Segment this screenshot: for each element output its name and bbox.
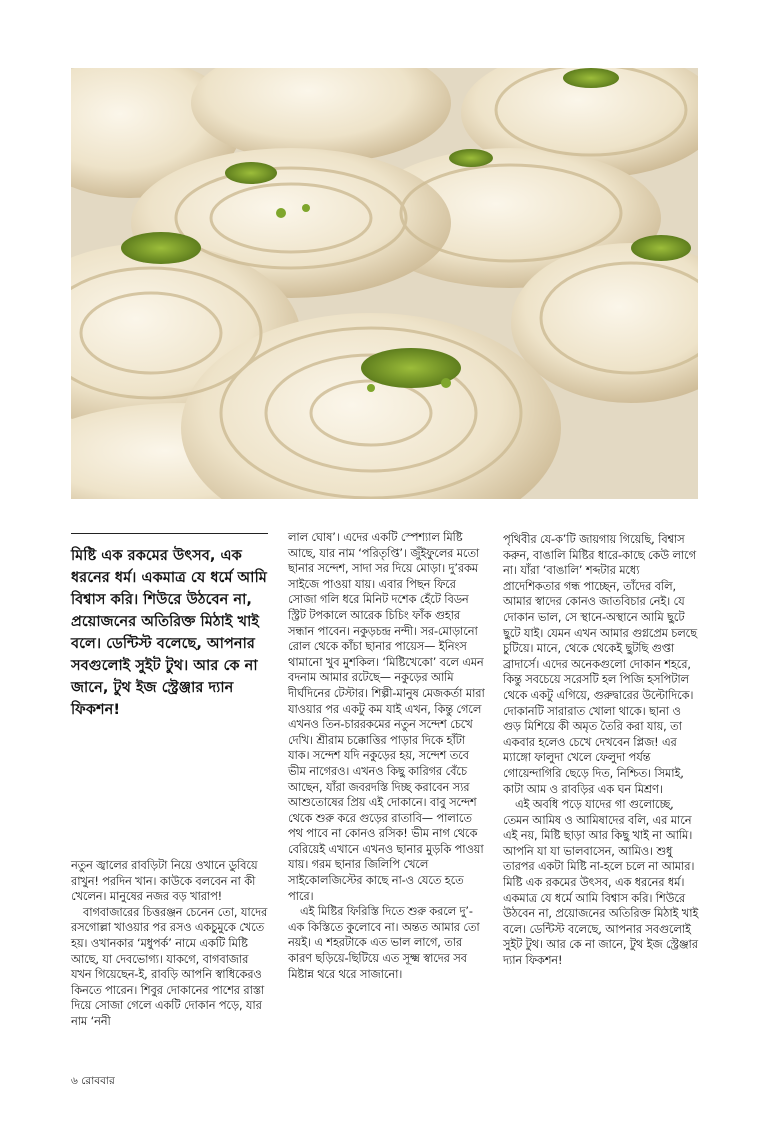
- article-column-1: [71, 858, 271, 1030]
- article-column-2: [288, 530, 486, 982]
- article-paragraph: পৃথিবীর যে-ক’টি জায়গায় গিয়েছি, বিশ্বাস করুন, বাঙালি মিষ্টির ধারে-কাছে কেউ লাগে না। যাঁরা ‘বাঙালি’ শব্দটার মধ্যে প্রাদেশিকতার গন্ধ পাচ্ছেন, তাঁদের বলি, আমার স্বাদের কোনও জাতবিচার নেই। যে দোকান ভাল, সে স্থানে-অস্থানে আমি ছুটে ছুটে যাই। যেমন এখন আমার গুগ্নপ্রেম চলছে চুটিয়ে। মানে, থেকে থেকেই ছুটছি গুপ্তা ব্রাদার্সে। এদের অনেকগুলো দোকান শহরে, কিন্তু সবচেয়ে সরেসটি হল পিজি হসপিটাল থেকে একটু এগিয়ে, গুরুদ্বারের উল্টোদিকে। দোকানটি সারারাত খোলা থাকে। ছানা ও গুড় মিশিয়ে কী অমৃত তৈরি করা যায়, তা একবার হলেও চেখে দেখবেন প্লিজ! এর ম্যাঙ্গো ফালুদা খেলে ফেলুদা পর্যন্ত গোয়েন্দাগিরি ছেড়ে দিত, নিশ্চিত। সিমাই, কাটা আম ও রাবড়ির এক ঘন মিশ্রণ।: [503, 533, 697, 796]
- sandesh-photo: [71, 68, 698, 499]
- article-paragraph: এই অবধি পড়ে যাদের গা গুলোচ্ছে, তেমন আমিষ ও আমিষাদের বলি, এর মানে এই নয়, মিষ্টি ছাড়া আর কিছু খাই না আমি। আপনি যা যা ভালবাসেন, আমিও। শুধু তারপর একটা মিষ্টি না-হলে চলে না আমার। মিষ্টি এক রকমের উৎসব, এক ধরনের ধর্ম। একমাত্র যে ধর্মে আমি বিশ্বাস করি। শিউরে উঠবেন না, প্রয়োজনের অতিরিক্ত মিঠাই খাই বলে। ডেন্টিস্ট বলেছে, আপনার সবগুলোই সুইট টুথ। আর কে না জানে, টুথ ইজ স্ট্রেঞ্জার দ্যান ফিকশন!: [503, 798, 699, 968]
- pull-quote: মিষ্টি এক রকমের উৎসব, এক ধরনের ধর্ম। একমাত্র যে ধর্মে আমি বিশ্বাস করি। শিউরে উঠবেন না, প্রয়োজনের অতিরিক্ত মিঠাই খাই বলে। ডেন্টিস্ট বলেছে, আপনার সবগুলোই সুইট টুথ। আর কে না জানে, টুথ ইজ স্ট্রেঞ্জার দ্যান ফিকশন!: [71, 547, 267, 718]
- article-paragraph: এই মিষ্টির ফিরিস্তি দিতে শুরু করলে দু’-এক কিস্তিতে কুলোবে না। অন্তত আমার তো নয়ই। এ শহরটাকে এত ভাল লাগে, তার কারণ ছড়িয়ে-ছিটিয়ে এত সূক্ষ্ম স্বাদের সব মিষ্টান্ন থরে থরে সাজানো।: [288, 905, 480, 981]
- article-paragraph: লাল ঘোষ’। এদের একটি স্পেশ্যাল মিষ্টি আছে, যার নাম ‘পরিতৃপ্তি’। জুঁইফুলের মতো ছানার সন্দেশ, সাদা সর দিয়ে মোড়া। দু’রকম সাইজে পাওয়া যায়। এবার পিছন ফিরে সোজা গলি ধরে মিনিট দশেক হেঁটে বিডন স্ট্রিট টপকালে আরেক চিচিং ফাঁক গুহার সন্ধান পাবেন। নকুড়চন্দ্র নন্দী। সর-মোড়ানো রোল থেকে কাঁচা ছানার পায়েস— ইনিংস থামানো খুব মুশকিল। ‘মিষ্টিখেকো’ বলে এমন বদনাম আমার রটেছে— নকুড়ের আমি দীর্ঘদিনের টেস্টার। শিল্পী-মানুষ মেজকর্তা মারা যাওয়ার পর একটু কম যাই এখন, কিন্তু গেলে এখনও তিন-চাররকমের নতুন সন্দেশ চেখে দেখি। শ্রীরাম চক্কোত্তির পাড়ার দিকে হাঁটা যাক। সন্দেশ যদি নকুড়ের হয়, সন্দেশ তবে ভীম নাগেরও। এখনও কিছু কারিগর বেঁচে আছেন, যাঁরা জবরদস্তি দিচ্ছ করাবেন স্যর আশুতোষের প্রিয় এই দোকানে। বাবু সন্দেশ থেকে শুরু করে গুড়ের রাতাবি— পালাতে পথ পাবে না কোনও রসিক! ভীম নাগ থেকে বেরিয়েই এখানে এখনও ছানার মুড়কি পাওয়া যায়। গরম ছানার জিলিপি খেলে সাইকোলজিস্টের কাছে না-ও যেতে হতে পারে।: [288, 531, 485, 903]
- article-paragraph: বাগবাজারের চিত্তরঞ্জন চেনেন তো, যাদের রসগোল্লা খাওয়ার পর রসও একচুমুকে খেতে হয়। ওখানকার ‘মধুপর্ক’ নামে একটি মিষ্টি আছে, যা দেবভোগ্য। যাকগে, বাগবাজার যখন গিয়েছেন-ই, রাবড়ি আপনি স্বাধিকেরও কিনতে পারেন। শিবুর দোকানের পাশের রাস্তা দিয়ে সোজা গেলে একটি দোকান পড়ে, যার নাম ‘ননী: [71, 905, 268, 1028]
- article-column-3: [503, 532, 699, 969]
- sweets-photo-icon: [71, 68, 698, 499]
- pull-quote-rule: [71, 533, 268, 534]
- page-folio: ৬ রোববার: [71, 1075, 115, 1087]
- article-paragraph: নতুন জ্বালের রাবড়িটা নিয়ে ওখানে ডুবিয়ে রাখুন! পরদিন খান। কাউকে বলবেন না কী খেলেন। মানুষের নজর বড় খারাপ!: [71, 859, 258, 904]
